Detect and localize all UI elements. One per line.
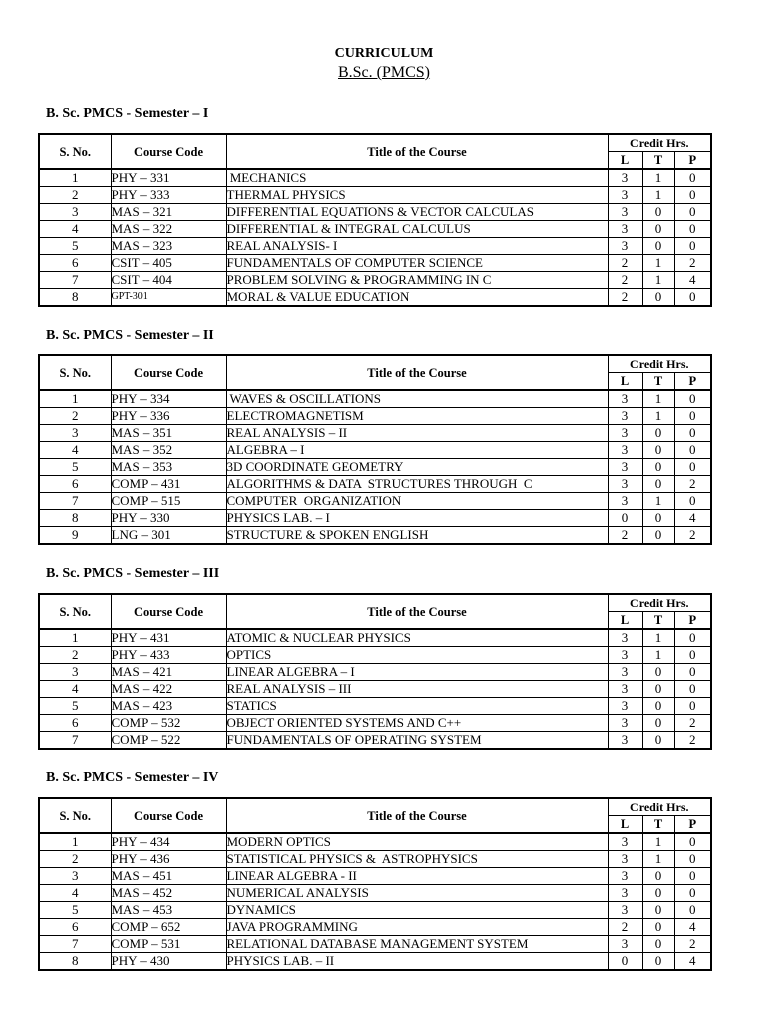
cell-t: 0	[642, 885, 674, 902]
cell-course-code: MAS – 323	[111, 238, 226, 255]
header-course-code: Course Code	[111, 594, 226, 629]
cell-sno: 2	[39, 187, 111, 204]
cell-course-title: MORAL & VALUE EDUCATION	[226, 289, 608, 307]
cell-course-title: PHYSICS LAB. – II	[226, 953, 608, 971]
cell-sno: 1	[39, 390, 111, 408]
cell-l: 3	[608, 732, 642, 750]
header-p: P	[674, 612, 711, 630]
cell-course-title: NUMERICAL ANALYSIS	[226, 885, 608, 902]
header-l: L	[608, 373, 642, 391]
header-l: L	[608, 816, 642, 834]
cell-course-title: THERMAL PHYSICS	[226, 187, 608, 204]
cell-sno: 6	[39, 715, 111, 732]
cell-sno: 5	[39, 238, 111, 255]
cell-course-code: PHY – 434	[111, 833, 226, 851]
cell-course-code: CSIT – 404	[111, 272, 226, 289]
cell-t: 1	[642, 390, 674, 408]
cell-sno: 2	[39, 408, 111, 425]
cell-sno: 8	[39, 289, 111, 307]
cell-course-code: MAS – 453	[111, 902, 226, 919]
cell-course-code: PHY – 431	[111, 629, 226, 647]
cell-t: 1	[642, 629, 674, 647]
cell-t: 1	[642, 851, 674, 868]
cell-l: 3	[608, 698, 642, 715]
cell-t: 0	[642, 204, 674, 221]
cell-p: 0	[674, 885, 711, 902]
cell-t: 0	[642, 425, 674, 442]
cell-course-code: PHY – 436	[111, 851, 226, 868]
cell-t: 0	[642, 442, 674, 459]
cell-l: 3	[608, 902, 642, 919]
cell-course-title: REAL ANALYSIS- I	[226, 238, 608, 255]
header-t: T	[642, 152, 674, 170]
cell-t: 0	[642, 732, 674, 750]
course-table	[38, 593, 712, 750]
cell-course-code: PHY – 433	[111, 647, 226, 664]
table-row	[39, 902, 711, 919]
cell-sno: 5	[39, 459, 111, 476]
table-row	[39, 885, 711, 902]
header-t: T	[642, 816, 674, 834]
semester-heading: B. Sc. PMCS - Semester – IV	[46, 770, 219, 785]
document-title: CURRICULUM	[334, 46, 434, 61]
cell-p: 4	[674, 919, 711, 936]
cell-course-title: PROBLEM SOLVING & PROGRAMMING IN C	[226, 272, 608, 289]
cell-l: 3	[608, 408, 642, 425]
cell-course-title: ELECTROMAGNETISM	[226, 408, 608, 425]
cell-course-code: COMP – 531	[111, 936, 226, 953]
cell-t: 1	[642, 187, 674, 204]
cell-sno: 1	[39, 629, 111, 647]
cell-p: 0	[674, 833, 711, 851]
semester-heading: B. Sc. PMCS - Semester – II	[46, 328, 214, 343]
cell-course-code: PHY – 334	[111, 390, 226, 408]
cell-sno: 3	[39, 664, 111, 681]
cell-p: 0	[674, 187, 711, 204]
cell-course-title: RELATIONAL DATABASE MANAGEMENT SYSTEM	[226, 936, 608, 953]
table-row	[39, 851, 711, 868]
header-credit-hrs: Credit Hrs.	[608, 355, 711, 373]
cell-l: 3	[608, 647, 642, 664]
table-header	[39, 798, 711, 833]
header-course-code: Course Code	[111, 798, 226, 833]
cell-p: 0	[674, 681, 711, 698]
table-row	[39, 169, 711, 187]
cell-sno: 4	[39, 885, 111, 902]
cell-sno: 3	[39, 868, 111, 885]
cell-course-code: COMP – 431	[111, 476, 226, 493]
cell-course-title: DIFFERENTIAL EQUATIONS & VECTOR CALCULAS	[226, 204, 608, 221]
cell-t: 0	[642, 527, 674, 545]
cell-course-title: ALGORITHMS & DATA STRUCTURES THROUGH C	[226, 476, 608, 493]
header-credit-hrs: Credit Hrs.	[608, 798, 711, 816]
table-row	[39, 510, 711, 527]
cell-course-title: JAVA PROGRAMMING	[226, 919, 608, 936]
cell-l: 3	[608, 715, 642, 732]
cell-l: 3	[608, 681, 642, 698]
cell-p: 2	[674, 527, 711, 545]
header-p: P	[674, 152, 711, 170]
cell-l: 3	[608, 885, 642, 902]
course-table	[38, 797, 712, 971]
cell-l: 2	[608, 527, 642, 545]
cell-course-code: PHY – 333	[111, 187, 226, 204]
cell-course-title: STRUCTURE & SPOKEN ENGLISH	[226, 527, 608, 545]
cell-l: 3	[608, 493, 642, 510]
cell-l: 0	[608, 953, 642, 971]
cell-course-title: DYNAMICS	[226, 902, 608, 919]
cell-t: 1	[642, 493, 674, 510]
cell-course-code: PHY – 330	[111, 510, 226, 527]
cell-l: 3	[608, 629, 642, 647]
cell-course-title: COMPUTER ORGANIZATION	[226, 493, 608, 510]
table-header	[39, 134, 711, 169]
cell-l: 2	[608, 272, 642, 289]
cell-p: 0	[674, 698, 711, 715]
cell-sno: 6	[39, 255, 111, 272]
cell-t: 1	[642, 255, 674, 272]
header-credit-hrs: Credit Hrs.	[608, 134, 711, 152]
cell-p: 2	[674, 732, 711, 750]
cell-t: 1	[642, 272, 674, 289]
cell-sno: 3	[39, 425, 111, 442]
table-row	[39, 868, 711, 885]
cell-p: 0	[674, 169, 711, 187]
table-header	[39, 355, 711, 390]
table-row	[39, 238, 711, 255]
cell-sno: 2	[39, 851, 111, 868]
cell-sno: 7	[39, 732, 111, 750]
cell-p: 0	[674, 289, 711, 307]
semester-heading: B. Sc. PMCS - Semester – I	[46, 106, 209, 121]
header-course-code: Course Code	[111, 355, 226, 390]
cell-t: 1	[642, 833, 674, 851]
table-row	[39, 953, 711, 971]
header-p: P	[674, 373, 711, 391]
cell-course-title: LINEAR ALGEBRA – I	[226, 664, 608, 681]
table-row	[39, 476, 711, 493]
cell-p: 0	[674, 664, 711, 681]
table-row	[39, 390, 711, 408]
table-row	[39, 629, 711, 647]
cell-t: 0	[642, 459, 674, 476]
table-row	[39, 936, 711, 953]
cell-l: 2	[608, 289, 642, 307]
cell-course-code: MAS – 452	[111, 885, 226, 902]
header-course-code: Course Code	[111, 134, 226, 169]
cell-course-code: MAS – 321	[111, 204, 226, 221]
cell-p: 0	[674, 493, 711, 510]
cell-sno: 5	[39, 902, 111, 919]
cell-course-title: STATICS	[226, 698, 608, 715]
header-course-title: Title of the Course	[226, 355, 608, 390]
cell-t: 0	[642, 902, 674, 919]
cell-course-code: MAS – 353	[111, 459, 226, 476]
cell-t: 0	[642, 868, 674, 885]
course-table	[38, 354, 712, 545]
cell-sno: 2	[39, 647, 111, 664]
cell-t: 0	[642, 715, 674, 732]
cell-l: 3	[608, 851, 642, 868]
cell-p: 0	[674, 390, 711, 408]
cell-sno: 6	[39, 476, 111, 493]
cell-sno: 9	[39, 527, 111, 545]
cell-sno: 4	[39, 221, 111, 238]
cell-course-code: GPT-301	[111, 289, 226, 307]
cell-course-code: MAS – 421	[111, 664, 226, 681]
cell-sno: 7	[39, 493, 111, 510]
cell-l: 3	[608, 476, 642, 493]
cell-t: 0	[642, 953, 674, 971]
table-row	[39, 255, 711, 272]
header-course-title: Title of the Course	[226, 798, 608, 833]
cell-course-code: CSIT – 405	[111, 255, 226, 272]
table-row	[39, 647, 711, 664]
header-sno: S. No.	[39, 355, 111, 390]
cell-t: 0	[642, 221, 674, 238]
semester-heading: B. Sc. PMCS - Semester – III	[46, 566, 220, 581]
header-sno: S. No.	[39, 798, 111, 833]
table-row	[39, 664, 711, 681]
cell-l: 3	[608, 833, 642, 851]
cell-course-code: PHY – 331	[111, 169, 226, 187]
cell-course-title: OBJECT ORIENTED SYSTEMS AND C++	[226, 715, 608, 732]
cell-course-title: WAVES & OSCILLATIONS	[226, 390, 608, 408]
cell-l: 3	[608, 238, 642, 255]
cell-p: 2	[674, 255, 711, 272]
table-row	[39, 833, 711, 851]
table-row	[39, 732, 711, 750]
cell-course-title: MODERN OPTICS	[226, 833, 608, 851]
cell-t: 0	[642, 238, 674, 255]
cell-p: 0	[674, 425, 711, 442]
cell-p: 0	[674, 647, 711, 664]
cell-p: 0	[674, 408, 711, 425]
cell-course-title: 3D COORDINATE GEOMETRY	[226, 459, 608, 476]
cell-p: 0	[674, 851, 711, 868]
header-sno: S. No.	[39, 594, 111, 629]
table-row	[39, 187, 711, 204]
cell-course-title: ALGEBRA – I	[226, 442, 608, 459]
cell-p: 0	[674, 868, 711, 885]
cell-l: 3	[608, 390, 642, 408]
cell-sno: 6	[39, 919, 111, 936]
cell-course-code: COMP – 515	[111, 493, 226, 510]
cell-sno: 4	[39, 681, 111, 698]
cell-course-title: FUNDAMENTALS OF COMPUTER SCIENCE	[226, 255, 608, 272]
cell-course-code: COMP – 652	[111, 919, 226, 936]
cell-t: 0	[642, 664, 674, 681]
cell-course-code: MAS – 352	[111, 442, 226, 459]
cell-sno: 4	[39, 442, 111, 459]
cell-l: 3	[608, 442, 642, 459]
cell-p: 0	[674, 442, 711, 459]
table-row	[39, 272, 711, 289]
cell-p: 4	[674, 953, 711, 971]
cell-t: 0	[642, 698, 674, 715]
cell-l: 3	[608, 459, 642, 476]
cell-p: 0	[674, 238, 711, 255]
cell-course-code: COMP – 522	[111, 732, 226, 750]
header-course-title: Title of the Course	[226, 594, 608, 629]
table-row	[39, 681, 711, 698]
table-header	[39, 594, 711, 629]
cell-p: 4	[674, 272, 711, 289]
cell-sno: 1	[39, 169, 111, 187]
cell-t: 0	[642, 510, 674, 527]
cell-course-code: MAS – 422	[111, 681, 226, 698]
cell-p: 2	[674, 476, 711, 493]
cell-t: 0	[642, 681, 674, 698]
table-row	[39, 919, 711, 936]
cell-course-code: MAS – 322	[111, 221, 226, 238]
table-row	[39, 289, 711, 307]
course-table	[38, 133, 712, 307]
cell-course-code: MAS – 423	[111, 698, 226, 715]
header-sno: S. No.	[39, 134, 111, 169]
header-course-title: Title of the Course	[226, 134, 608, 169]
header-p: P	[674, 816, 711, 834]
header-l: L	[608, 152, 642, 170]
header-l: L	[608, 612, 642, 630]
cell-l: 3	[608, 204, 642, 221]
cell-course-title: REAL ANALYSIS – III	[226, 681, 608, 698]
cell-p: 2	[674, 715, 711, 732]
cell-sno: 1	[39, 833, 111, 851]
cell-course-title: OPTICS	[226, 647, 608, 664]
cell-sno: 5	[39, 698, 111, 715]
cell-l: 3	[608, 936, 642, 953]
table-row	[39, 459, 711, 476]
cell-course-title: ATOMIC & NUCLEAR PHYSICS	[226, 629, 608, 647]
cell-course-code: COMP – 532	[111, 715, 226, 732]
table-row	[39, 715, 711, 732]
cell-course-title: MECHANICS	[226, 169, 608, 187]
cell-t: 1	[642, 408, 674, 425]
cell-p: 0	[674, 204, 711, 221]
document-subtitle: B.Sc. (PMCS)	[337, 64, 431, 81]
header-credit-hrs: Credit Hrs.	[608, 594, 711, 612]
cell-course-code: PHY – 336	[111, 408, 226, 425]
cell-p: 0	[674, 629, 711, 647]
cell-p: 0	[674, 459, 711, 476]
table-row	[39, 493, 711, 510]
cell-l: 3	[608, 664, 642, 681]
table-row	[39, 204, 711, 221]
cell-course-code: MAS – 351	[111, 425, 226, 442]
table-row	[39, 527, 711, 545]
cell-l: 3	[608, 187, 642, 204]
cell-course-code: MAS – 451	[111, 868, 226, 885]
cell-t: 0	[642, 936, 674, 953]
table-row	[39, 408, 711, 425]
cell-sno: 8	[39, 953, 111, 971]
header-t: T	[642, 373, 674, 391]
cell-p: 2	[674, 936, 711, 953]
cell-l: 3	[608, 425, 642, 442]
header-t: T	[642, 612, 674, 630]
cell-t: 0	[642, 476, 674, 493]
cell-course-title: PHYSICS LAB. – I	[226, 510, 608, 527]
cell-t: 1	[642, 647, 674, 664]
table-row	[39, 442, 711, 459]
table-row	[39, 425, 711, 442]
cell-l: 0	[608, 510, 642, 527]
cell-course-title: REAL ANALYSIS – II	[226, 425, 608, 442]
cell-sno: 7	[39, 272, 111, 289]
cell-l: 3	[608, 868, 642, 885]
cell-p: 4	[674, 510, 711, 527]
cell-course-title: LINEAR ALGEBRA - II	[226, 868, 608, 885]
table-row	[39, 221, 711, 238]
cell-l: 2	[608, 255, 642, 272]
cell-t: 0	[642, 919, 674, 936]
cell-t: 0	[642, 289, 674, 307]
table-row	[39, 698, 711, 715]
cell-course-code: LNG – 301	[111, 527, 226, 545]
cell-t: 1	[642, 169, 674, 187]
cell-course-code: PHY – 430	[111, 953, 226, 971]
cell-sno: 3	[39, 204, 111, 221]
cell-l: 3	[608, 169, 642, 187]
cell-sno: 8	[39, 510, 111, 527]
cell-course-title: DIFFERENTIAL & INTEGRAL CALCULUS	[226, 221, 608, 238]
cell-p: 0	[674, 902, 711, 919]
cell-course-title: FUNDAMENTALS OF OPERATING SYSTEM	[226, 732, 608, 750]
cell-sno: 7	[39, 936, 111, 953]
cell-l: 3	[608, 221, 642, 238]
cell-p: 0	[674, 221, 711, 238]
cell-l: 2	[608, 919, 642, 936]
cell-course-title: STATISTICAL PHYSICS & ASTROPHYSICS	[226, 851, 608, 868]
